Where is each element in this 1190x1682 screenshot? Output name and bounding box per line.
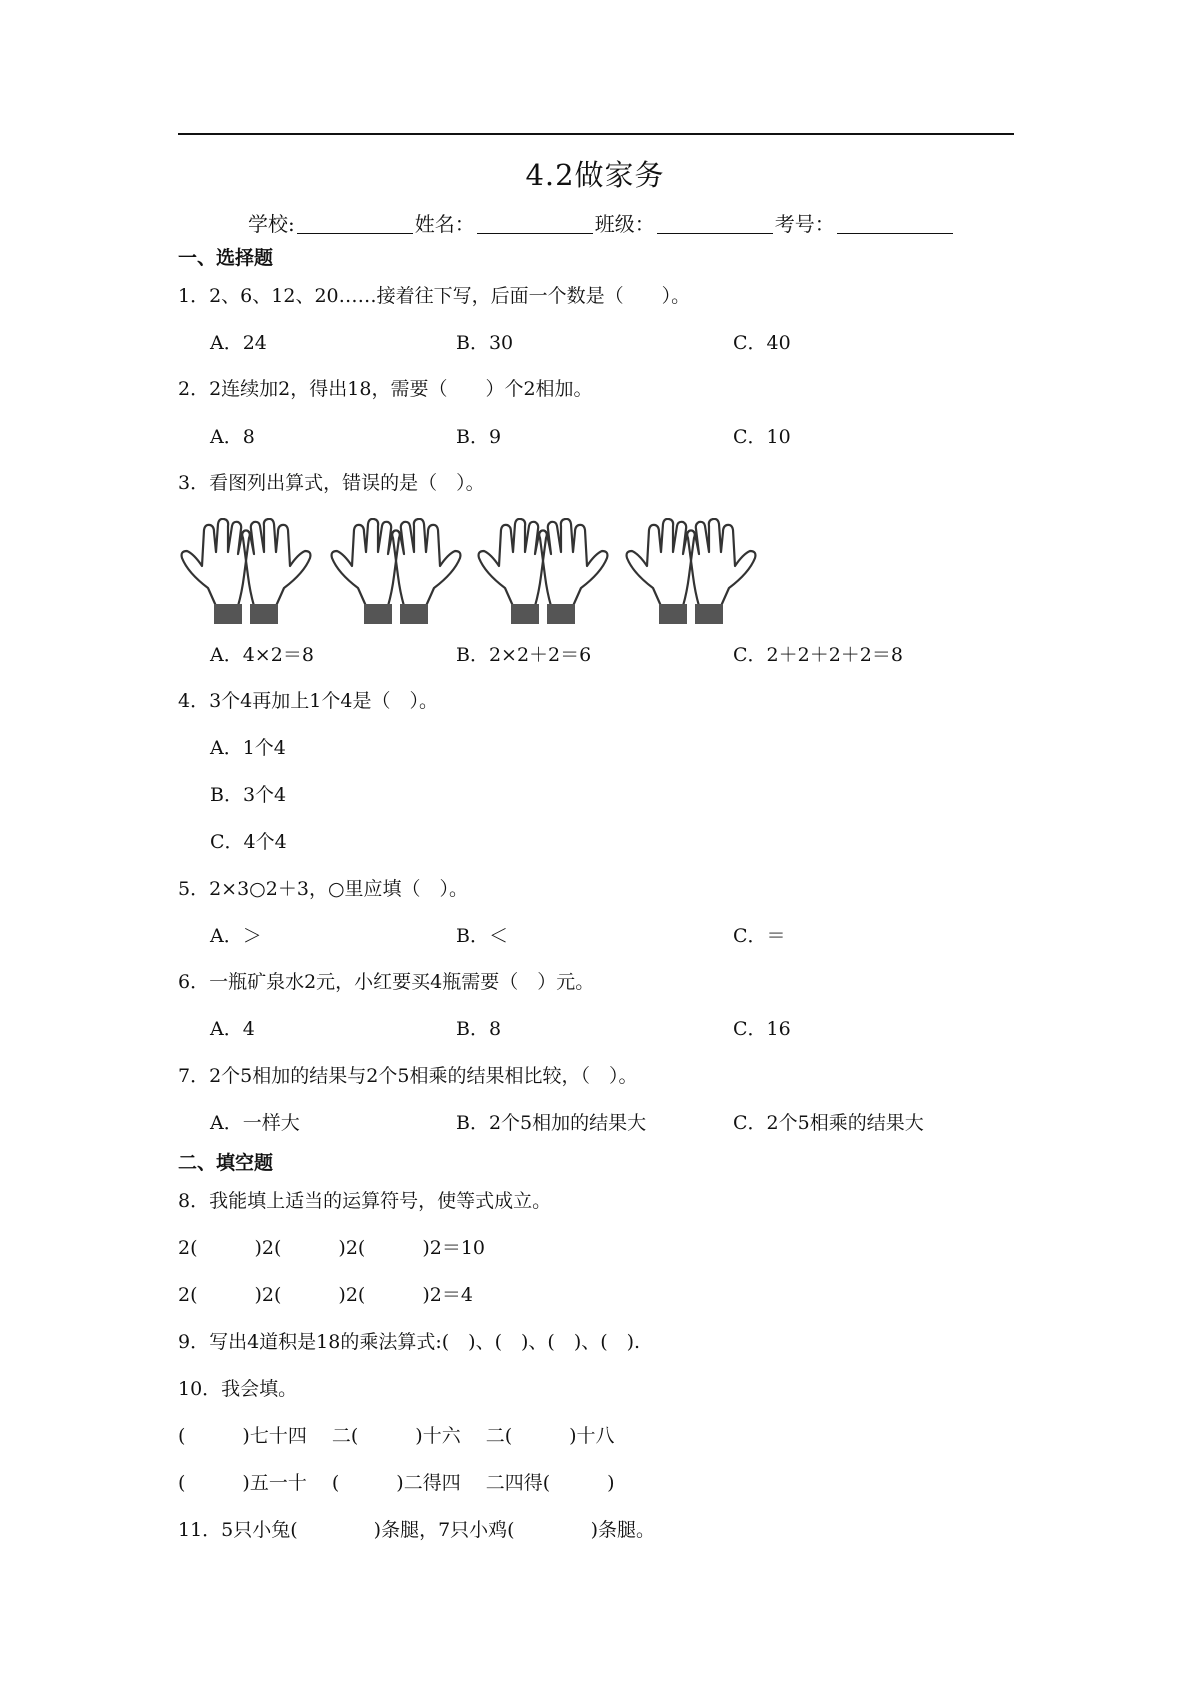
gloves-icon xyxy=(328,518,464,628)
q2-option-c[interactable]: C．10 xyxy=(733,426,791,448)
question-9[interactable]: 9．写出4道积是18的乘法算式:( )、( )、( )、( ). xyxy=(178,1331,641,1353)
q7-option-b[interactable]: B．2个5相加的结果大 xyxy=(456,1112,647,1134)
q1-option-b[interactable]: B．30 xyxy=(456,332,514,354)
q4-option-a[interactable]: A．1个4 xyxy=(210,737,286,759)
q10-line-2[interactable]: ( )五一十 ( )二得四 二四得( ) xyxy=(178,1472,615,1494)
q1-option-a[interactable]: A．24 xyxy=(210,332,267,354)
exam-number-blank[interactable] xyxy=(837,213,953,234)
student-info-row xyxy=(248,208,955,237)
question-3: 3．看图列出算式，错误的是（ ）。 xyxy=(178,472,485,494)
q5-option-b[interactable]: B．＜ xyxy=(456,925,508,947)
q3-option-a[interactable]: A．4×2＝8 xyxy=(210,644,314,666)
question-5: 5．2×3○2＋3，○里应填（ ）。 xyxy=(178,878,469,900)
gloves-icon xyxy=(475,518,611,628)
q7-option-a[interactable]: A．一样大 xyxy=(210,1112,300,1134)
question-11[interactable]: 11．5只小兔( )条腿，7只小鸡( )条腿。 xyxy=(178,1519,656,1541)
name-blank[interactable] xyxy=(477,213,593,234)
q8-equation-2[interactable]: 2( )2( )2( )2＝4 xyxy=(178,1284,473,1306)
q6-option-a[interactable]: A．4 xyxy=(210,1018,255,1040)
question-10: 10．我会填。 xyxy=(178,1378,298,1400)
q2-option-b[interactable]: B．9 xyxy=(456,426,502,448)
q6-option-c[interactable]: C．16 xyxy=(733,1018,791,1040)
school-blank[interactable] xyxy=(297,213,413,234)
class-label: 班级： xyxy=(594,212,655,236)
q1-option-c[interactable]: C．40 xyxy=(733,332,791,354)
section-heading-fill: 二、填空题 xyxy=(178,1152,274,1174)
q7-option-c[interactable]: C．2个5相乘的结果大 xyxy=(733,1112,924,1134)
question-2: 2．2连续加2，得出18，需要（ ）个2相加。 xyxy=(178,378,593,400)
q4-option-b[interactable]: B．3个4 xyxy=(210,784,287,806)
q5-option-a[interactable]: A．＞ xyxy=(210,925,262,947)
q3-option-c[interactable]: C．2＋2＋2＋2＝8 xyxy=(733,644,903,666)
school-label: 学校: xyxy=(248,212,295,236)
q8-equation-1[interactable]: 2( )2( )2( )2＝10 xyxy=(178,1237,486,1259)
question-4: 4．3个4再加上1个4是（ ）。 xyxy=(178,690,438,712)
exam-number-label: 考号： xyxy=(774,212,835,236)
gloves-icon xyxy=(623,518,759,628)
name-label: 姓名： xyxy=(414,212,475,236)
page-title: 4.2做家务 xyxy=(525,158,665,192)
question-7: 7．2个5相加的结果与2个5相乘的结果相比较，（ ）。 xyxy=(178,1065,638,1087)
header-rule xyxy=(178,133,1014,135)
q3-option-b[interactable]: B．2×2＋2＝6 xyxy=(456,644,592,666)
gloves-figure xyxy=(178,518,768,628)
q2-option-a[interactable]: A．8 xyxy=(210,426,255,448)
q4-option-c[interactable]: C．4个4 xyxy=(210,831,287,853)
section-heading-choice: 一、选择题 xyxy=(178,247,274,269)
gloves-icon xyxy=(178,518,314,628)
question-1: 1．2、6、12、20……接着往下写，后面一个数是（ ）。 xyxy=(178,285,691,307)
class-blank[interactable] xyxy=(657,213,773,234)
q10-line-1[interactable]: ( )七十四 二( )十六 二( )十八 xyxy=(178,1425,615,1447)
q6-option-b[interactable]: B．8 xyxy=(456,1018,502,1040)
question-6: 6．一瓶矿泉水2元，小红要买4瓶需要（ ）元。 xyxy=(178,971,595,993)
question-8: 8．我能填上适当的运算符号，使等式成立。 xyxy=(178,1190,552,1212)
q5-option-c[interactable]: C．＝ xyxy=(733,925,786,947)
